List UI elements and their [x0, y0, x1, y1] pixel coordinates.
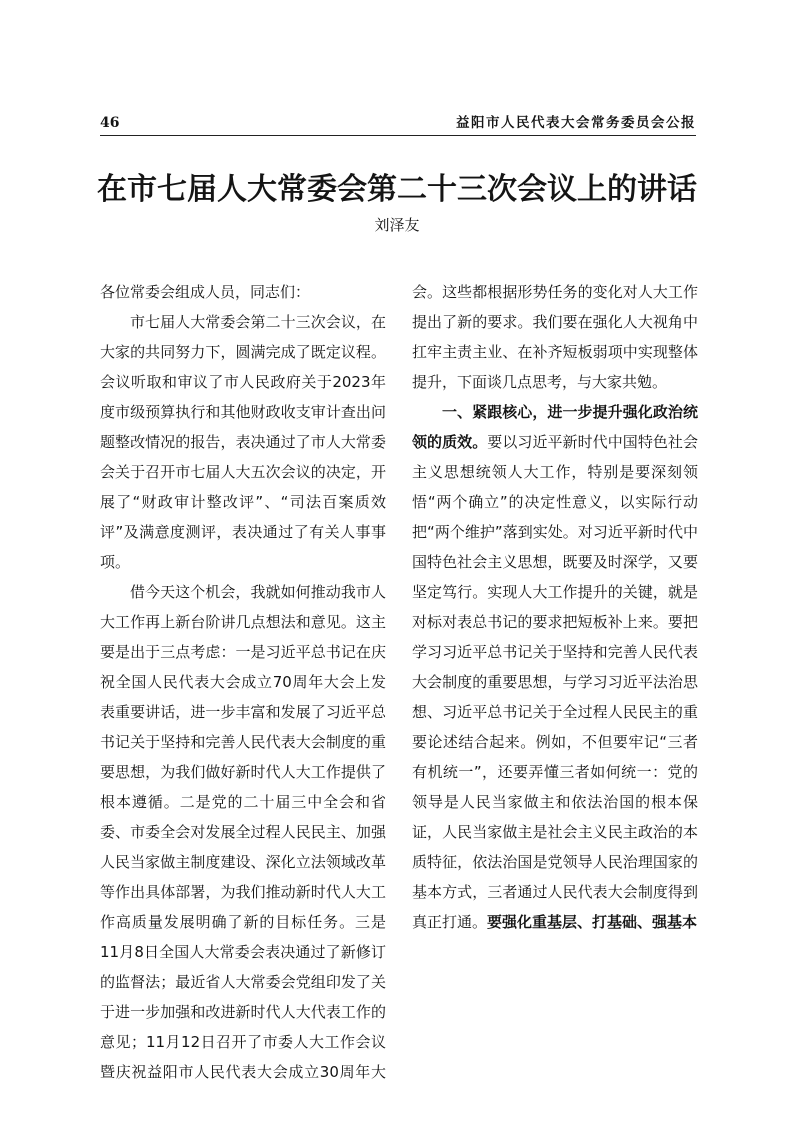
running-header [100, 112, 696, 134]
journal-title: 益阳市人民代表大会常务委员会公报 [456, 115, 696, 131]
page-number: 46 [100, 115, 120, 131]
section-tail-bold-continued: 要强化重基层、打基础、强基本 [487, 913, 698, 931]
body-column-right [412, 277, 698, 1087]
header-rule [100, 135, 696, 136]
article-body-continued [412, 277, 698, 937]
section-text-1-continued: 要以习近平新时代中国特色社会主义思想统领人大工作，特别是要深刻领悟“两个确立”的决定性意义，以实际行动把“两个维护”落到实处。对习近平新时代中国特色社会主义思想，既要及时深学，又要坚定笃行。实现人大工作提升的关键，就是对标对表总书记的要求把短板补上来。要把学习习近平总书记关于坚持和完善人民代表大会制度的重要思想，与学习习近平法治思想、习近平总书记关于全过程人民民主的重要论述结合起来。例如，不但要牢记“三者有机统一”，还要弄懂三者如何统一：党的领导是人民当家做主和依法治国的根本保证，人民当家做主是社会主义民主政治的本质特征，依法治国是党领导人民治理国家的基本方式，三者通过人民代表大会制度得到真正打通。 [412, 433, 698, 931]
article-body [100, 277, 386, 1087]
section-heading-1-continued: 一、紧跟核心，进一步提升强化政治统领的质效。 [412, 403, 698, 451]
article-author: 刘泽友 [374, 216, 420, 234]
body-paragraph-2: 借今天这个机会，我就如何推动我市人大工作再上新台阶讲几点想法和意见。这主要是出于三点考虑：一是习近平总书记在庆祝全国人民代表大会成立70周年大会上发表重要讲话，进一步丰富和发展了习近平总书记关于坚持和完善人民代表大会制度的重要思想，为我们做好新时代人大工作提供了根本遵循。二是党的二十届三中全会和省委、市委全会对发展全过程人民民主、加强人民当家做主制度建设、深化立法领域改革等作出具体部署，为我们推动新时代人大工作高质量发展明确了新的目标任务。三是11月8日全国人大常委会表决通过了新修订的监督法；最近省人大常委会党组印发了关于进一步加强和改进新时代人大代表工作的意见；11月12日召开了市委人大工作会议暨庆祝益阳市人民代表大会成立30周年大 [100, 583, 386, 1081]
body-paragraph-2-continued: 会。这些都根据形势任务的变化对人大工作提出了新的要求。我们要在强化人大视角中扛牢主责主业、在补齐短板弱项中实现整体提升，下面谈几点思考，与大家共勉。 [412, 283, 698, 391]
body-paragraph-3-continued [412, 397, 698, 937]
body-column-left [100, 277, 386, 1087]
body-paragraph-1: 市七届人大常委会第二十三次会议，在大家的共同努力下，圆满完成了既定议程。会议听取和审议了市人民政府关于2023年度市级预算执行和其他财政收支审计查出问题整改情况的报告，表决通过了市人大常委会关于召开市七届人大五次会议的决定，开展了“财政审计整改评”、“司法百案质效评”及满意度测评，表决通过了有关人事事项。 [100, 313, 386, 571]
article-title: 在市七届人大常委会第二十三次会议上的讲话 [97, 172, 697, 207]
greeting-paragraph: 各位常委会组成人员，同志们： [100, 283, 311, 301]
